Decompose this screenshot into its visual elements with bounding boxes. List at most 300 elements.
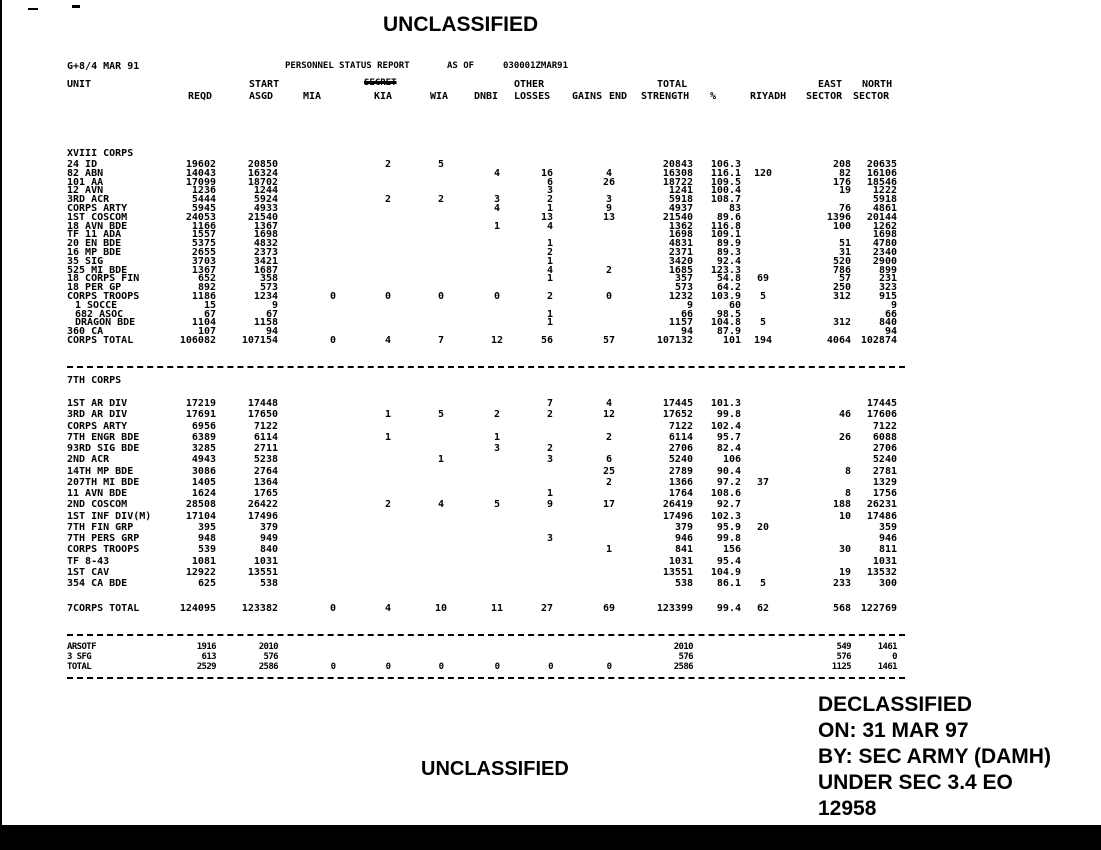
cell-reqd: 3285 xyxy=(191,443,216,454)
cell-north: 6088 xyxy=(872,432,897,443)
cell-east: 233 xyxy=(832,578,851,589)
header-kia: KIA xyxy=(374,91,393,102)
cell-east: 208 xyxy=(832,159,851,170)
cell-reqd: 948 xyxy=(197,533,216,544)
cell-reqd: 107 xyxy=(197,326,216,337)
cell-reqd: 12922 xyxy=(185,567,216,578)
cell-dnbi: 4 xyxy=(493,168,501,179)
cell-other: 7 xyxy=(546,398,553,409)
cell-asgd: 17496 xyxy=(247,511,278,522)
cell-reqd: 1104 xyxy=(191,317,216,328)
cell-reqd: 652 xyxy=(197,273,216,284)
cell-reqd: 17691 xyxy=(185,409,216,420)
header-asgd: ASGD xyxy=(249,91,274,102)
cell-east: 312 xyxy=(832,291,851,302)
cell-east: 26 xyxy=(838,432,851,443)
cell-pct: 97.2 xyxy=(716,477,741,488)
cell-gains: 17 xyxy=(602,499,616,510)
declass-line: UNDER SEC 3.4 EO xyxy=(818,771,1013,794)
cell-pct: 104.9 xyxy=(710,567,741,578)
cell-other: 3 xyxy=(546,185,553,196)
cell-reqd: 24053 xyxy=(185,212,216,223)
cell-north: 20144 xyxy=(866,212,897,223)
cell-other: 1 xyxy=(546,488,553,499)
classification-marking-bottom: UNCLASSIFIED xyxy=(421,758,569,780)
cell-north: 66 xyxy=(884,309,897,320)
cell-gains: 0 xyxy=(606,662,612,672)
cell-asgd: 20850 xyxy=(247,159,278,170)
cell-asgd: 13551 xyxy=(247,567,278,578)
cell-reqd: 6956 xyxy=(191,421,216,432)
cell-total: 107132 xyxy=(656,335,693,346)
cell-north: 1756 xyxy=(872,488,897,499)
header-riyadh: RIYADH xyxy=(750,91,787,102)
cell-pct: 100.4 xyxy=(710,185,741,196)
cell-north: 1031 xyxy=(872,556,897,567)
cell-mia: 0 xyxy=(329,603,337,614)
cell-dnbi: 4 xyxy=(493,203,501,214)
cell-reqd: 28508 xyxy=(185,499,216,510)
cell-north: 16106 xyxy=(866,168,897,179)
cell-other: 1 xyxy=(546,238,553,249)
cell-asgd: 16324 xyxy=(247,168,278,179)
cell-total: 5240 xyxy=(668,454,693,465)
cell-pct: 102.3 xyxy=(710,511,741,522)
header-total: TOTAL xyxy=(657,79,688,90)
cell-north: 102874 xyxy=(860,335,897,346)
cell-gains: 3 xyxy=(605,194,613,205)
cell-pct: 108.6 xyxy=(710,488,741,499)
cell-north: 20635 xyxy=(866,159,897,170)
cell-east: 51 xyxy=(838,238,851,249)
cell-total: 7122 xyxy=(668,421,693,432)
cell-reqd: 19602 xyxy=(185,159,216,170)
cell-north: 323 xyxy=(878,282,897,293)
scan-speck xyxy=(72,5,80,8)
cell-mia: 0 xyxy=(329,335,337,346)
cell-other: 1 xyxy=(546,317,553,328)
cell-unit: 11 AVN BDE xyxy=(67,488,128,499)
cell-north: 1461 xyxy=(877,642,897,652)
cell-asgd: 2764 xyxy=(253,466,278,477)
declass-line: ON: 31 MAR 97 xyxy=(818,719,969,742)
cell-reqd: 14043 xyxy=(185,168,216,179)
cell-unit: 12 AVN xyxy=(67,185,104,196)
cell-reqd: 5444 xyxy=(191,194,216,205)
header-other: OTHER xyxy=(514,79,545,90)
cell-riyadh: 5 xyxy=(759,291,767,302)
cell-reqd: 106082 xyxy=(179,335,216,346)
header-start: START xyxy=(249,79,280,90)
cell-unit: 18 AVN BDE xyxy=(67,221,128,232)
cell-reqd: 5945 xyxy=(191,203,216,214)
cell-total: 123399 xyxy=(656,603,693,614)
cell-pct: 102.4 xyxy=(710,421,741,432)
header-losses: LOSSES xyxy=(514,91,551,102)
cell-unit: 35 SIG xyxy=(67,256,104,267)
cell-total: 17496 xyxy=(662,511,693,522)
cell-asgd: 840 xyxy=(259,544,278,555)
cell-pct: 87.9 xyxy=(716,326,741,337)
cell-asgd: 2010 xyxy=(258,642,278,652)
cell-gains: 6 xyxy=(605,454,613,465)
cell-north: 122769 xyxy=(860,603,897,614)
cell-total: 17652 xyxy=(662,409,693,420)
scan-edge xyxy=(0,0,2,850)
cell-gains: 2 xyxy=(605,432,613,443)
cell-pct: 89.9 xyxy=(716,238,741,249)
cell-east: 576 xyxy=(836,652,851,662)
cell-gains: 69 xyxy=(602,603,616,614)
cell-total: 1685 xyxy=(668,265,693,276)
cell-other: 1 xyxy=(546,309,553,320)
cell-unit: 24 ID xyxy=(67,159,98,170)
cell-unit: 18 PER GP xyxy=(67,282,122,293)
cell-north: 0 xyxy=(892,652,897,662)
cell-unit: CORPS ARTY xyxy=(67,203,128,214)
cell-pct: 116.8 xyxy=(710,221,741,232)
cell-east: 19 xyxy=(838,185,851,196)
cell-north: 1461 xyxy=(877,662,897,672)
cell-east: 57 xyxy=(838,273,851,284)
cell-unit: 16 MP BDE xyxy=(67,247,122,258)
cell-unit: 354 CA BDE xyxy=(67,578,128,589)
header-east: EAST xyxy=(818,79,843,90)
cell-north: 26231 xyxy=(866,499,897,510)
cell-north: 9 xyxy=(890,300,897,311)
cell-asgd: 18702 xyxy=(247,177,278,188)
cell-total: 17445 xyxy=(662,398,693,409)
cell-asgd: 3421 xyxy=(253,256,278,267)
secret-stamp-struck: SECRET xyxy=(364,78,397,88)
cell-other: 2 xyxy=(546,291,553,302)
cell-pct: 103.9 xyxy=(710,291,741,302)
cell-asgd: 21540 xyxy=(247,212,278,223)
cell-riyadh: 5 xyxy=(759,578,767,589)
cell-unit: TOTAL xyxy=(67,662,92,672)
cell-wia: 0 xyxy=(438,662,444,672)
cell-other: 4 xyxy=(546,221,553,232)
cell-reqd: 613 xyxy=(201,652,216,662)
cell-other: 27 xyxy=(540,603,553,614)
cell-unit: 7CORPS TOTAL xyxy=(67,603,140,614)
cell-unit: 7TH PERS GRP xyxy=(67,533,140,544)
cell-asgd: 2711 xyxy=(253,443,278,454)
cell-asgd: 1031 xyxy=(253,556,278,567)
cell-north: 915 xyxy=(878,291,897,302)
cell-asgd: 2586 xyxy=(258,662,278,672)
header-north-sector: SECTOR xyxy=(853,91,890,102)
cell-reqd: 625 xyxy=(197,578,216,589)
cell-unit: CORPS TROOPS xyxy=(67,291,140,302)
cell-reqd: 3086 xyxy=(191,466,216,477)
cell-north: 2900 xyxy=(872,256,897,267)
cell-asgd: 9 xyxy=(271,300,278,311)
cell-gains: 25 xyxy=(602,466,616,477)
cell-asgd: 573 xyxy=(259,282,278,293)
cell-north: 2340 xyxy=(872,247,897,258)
cell-unit: 82 ABN xyxy=(67,168,104,179)
cell-total: 1764 xyxy=(668,488,693,499)
cell-pct: 54.8 xyxy=(716,273,741,284)
cell-unit: CORPS TROOPS xyxy=(67,544,140,555)
cell-gains: 13 xyxy=(602,212,616,223)
cell-reqd: 1557 xyxy=(191,229,216,240)
cell-unit: 7TH FIN GRP xyxy=(67,522,134,533)
cell-pct: 104.8 xyxy=(710,317,741,328)
cell-asgd: 949 xyxy=(259,533,278,544)
cell-dnbi: 1 xyxy=(493,432,501,443)
header-gains: GAINS xyxy=(572,91,603,102)
cell-wia: 0 xyxy=(437,291,445,302)
cell-total: 946 xyxy=(674,533,693,544)
cell-pct: 109.1 xyxy=(710,229,741,240)
cell-unit: 1ST COSCOM xyxy=(67,212,128,223)
cell-asgd: 94 xyxy=(265,326,278,337)
cell-reqd: 1916 xyxy=(196,642,216,652)
cell-unit: ARSOTF xyxy=(67,642,96,652)
cell-gains: 2 xyxy=(605,477,613,488)
cell-pct: 156 xyxy=(722,544,741,555)
cell-unit: CORPS TOTAL xyxy=(67,335,134,346)
cell-east: 8 xyxy=(844,466,851,477)
cell-east: 82 xyxy=(838,168,851,179)
cell-asgd: 1158 xyxy=(253,317,278,328)
cell-other: 9 xyxy=(546,499,553,510)
cell-unit: 525 MI BDE xyxy=(67,265,128,276)
cell-reqd: 17104 xyxy=(185,511,216,522)
cell-pct: 64.2 xyxy=(716,282,741,293)
cell-east: 786 xyxy=(832,265,851,276)
cell-pct: 99.4 xyxy=(716,603,741,614)
cell-reqd: 3703 xyxy=(191,256,216,267)
as-of-dtg: 030001ZMAR91 xyxy=(503,61,569,71)
cell-pct: 92.4 xyxy=(716,256,741,267)
cell-asgd: 2373 xyxy=(253,247,278,258)
header-unit: UNIT xyxy=(67,79,92,90)
cell-north: 17606 xyxy=(866,409,897,420)
cell-east: 8 xyxy=(844,488,851,499)
cell-unit: 3 SFG xyxy=(67,652,92,662)
cell-asgd: 379 xyxy=(259,522,278,533)
cell-wia: 1 xyxy=(437,454,445,465)
cell-east: 19 xyxy=(838,567,851,578)
cell-riyadh: 37 xyxy=(756,477,770,488)
cell-unit: 20 EN BDE xyxy=(67,238,122,249)
cell-gains: 4 xyxy=(605,398,613,409)
cell-other: 56 xyxy=(540,335,553,346)
cell-total: 379 xyxy=(674,522,693,533)
cell-total: 1232 xyxy=(668,291,693,302)
section-divider xyxy=(67,677,905,679)
cell-north: 7122 xyxy=(872,421,897,432)
cell-pct: 99.8 xyxy=(716,533,741,544)
cell-dnbi: 0 xyxy=(493,291,501,302)
cell-mia: 0 xyxy=(330,662,336,672)
cell-total: 1031 xyxy=(668,556,693,567)
cell-north: 18546 xyxy=(866,177,897,188)
scan-black-bar xyxy=(0,825,1101,850)
cell-total: 2010 xyxy=(673,642,693,652)
cell-pct: 89.3 xyxy=(716,247,741,258)
cell-reqd: 395 xyxy=(197,522,216,533)
scan-speck xyxy=(28,8,38,10)
cell-asgd: 1687 xyxy=(253,265,278,276)
cell-asgd: 4832 xyxy=(253,238,278,249)
header-reqd: REQD xyxy=(188,91,213,102)
cell-riyadh: 5 xyxy=(759,317,767,328)
cell-north: 899 xyxy=(878,265,897,276)
cell-pct: 95.4 xyxy=(716,556,741,567)
cell-other: 1 xyxy=(546,256,553,267)
as-of-label: AS OF xyxy=(447,61,475,71)
cell-east: 10 xyxy=(838,511,851,522)
cell-east: 568 xyxy=(832,603,851,614)
cell-north: 2706 xyxy=(872,443,897,454)
cell-reqd: 1405 xyxy=(191,477,216,488)
report-reference: G+8/4 MAR 91 xyxy=(67,61,140,72)
cell-asgd: 17650 xyxy=(247,409,278,420)
cell-kia: 4 xyxy=(384,603,392,614)
cell-asgd: 358 xyxy=(259,273,278,284)
cell-pct: 82.4 xyxy=(716,443,741,454)
cell-gains: 0 xyxy=(605,291,613,302)
cell-total: 576 xyxy=(678,652,693,662)
cell-east: 31 xyxy=(838,247,851,258)
cell-unit: DRAGON BDE xyxy=(75,317,136,328)
cell-pct: 92.7 xyxy=(716,499,741,510)
cell-east: 100 xyxy=(832,221,851,232)
cell-east: 1125 xyxy=(831,662,851,672)
classification-marking-top: UNCLASSIFIED xyxy=(383,13,539,36)
cell-asgd: 6114 xyxy=(253,432,278,443)
cell-unit: 3RD ACR xyxy=(67,194,110,205)
cell-reqd: 539 xyxy=(197,544,216,555)
cell-reqd: 1166 xyxy=(191,221,216,232)
cell-asgd: 1765 xyxy=(253,488,278,499)
cell-unit: 101 AA xyxy=(67,177,104,188)
cell-reqd: 15 xyxy=(203,300,216,311)
cell-total: 4937 xyxy=(668,203,693,214)
cell-dnbi: 2 xyxy=(493,409,501,420)
cell-asgd: 4933 xyxy=(253,203,278,214)
cell-other: 2 xyxy=(546,443,553,454)
cell-wia: 5 xyxy=(437,159,445,170)
cell-unit: 1ST CAV xyxy=(67,567,110,578)
section-divider xyxy=(67,366,905,368)
cell-total: 21540 xyxy=(662,212,693,223)
cell-riyadh: 120 xyxy=(753,168,773,179)
cell-reqd: 4943 xyxy=(191,454,216,465)
cell-kia: 4 xyxy=(384,335,392,346)
cell-asgd: 7122 xyxy=(253,421,278,432)
cell-wia: 10 xyxy=(434,603,448,614)
cell-north: 359 xyxy=(878,522,897,533)
cell-unit: TF 8-43 xyxy=(67,556,110,567)
cell-reqd: 1624 xyxy=(191,488,216,499)
cell-total: 538 xyxy=(674,578,693,589)
cell-other: 1 xyxy=(546,203,553,214)
cell-other: 2 xyxy=(546,194,553,205)
header-end: END xyxy=(609,91,628,102)
cell-dnbi: 3 xyxy=(493,194,501,205)
report-title: PERSONNEL STATUS REPORT xyxy=(285,61,410,71)
cell-gains: 57 xyxy=(602,335,616,346)
cell-pct: 101 xyxy=(722,335,741,346)
cell-kia: 2 xyxy=(384,194,392,205)
cell-north: 231 xyxy=(878,273,897,284)
cell-total: 357 xyxy=(674,273,693,284)
cell-north: 811 xyxy=(878,544,897,555)
cell-gains: 2 xyxy=(605,265,613,276)
cell-unit: 3RD AR DIV xyxy=(67,409,128,420)
cell-unit: 14TH MP BDE xyxy=(67,466,134,477)
cell-other: 2 xyxy=(546,409,553,420)
cell-pct: 60 xyxy=(728,300,741,311)
cell-north: 946 xyxy=(878,533,897,544)
cell-pct: 106.3 xyxy=(710,159,741,170)
cell-total: 573 xyxy=(674,282,693,293)
cell-north: 1262 xyxy=(872,221,897,232)
cell-unit: 2ND ACR xyxy=(67,454,110,465)
cell-pct: 108.7 xyxy=(710,194,741,205)
cell-wia: 2 xyxy=(437,194,445,205)
cell-asgd: 538 xyxy=(259,578,278,589)
cell-total: 841 xyxy=(674,544,693,555)
cell-east: 1396 xyxy=(826,212,851,223)
section-title: 7TH CORPS xyxy=(67,375,122,386)
cell-pct: 116.1 xyxy=(710,168,741,179)
cell-total: 2789 xyxy=(668,466,693,477)
cell-reqd: 5375 xyxy=(191,238,216,249)
cell-unit: 1ST AR DIV xyxy=(67,398,128,409)
cell-asgd: 1364 xyxy=(253,477,278,488)
cell-total: 2706 xyxy=(668,443,693,454)
cell-unit: TF 11 ADA xyxy=(67,229,122,240)
cell-asgd: 26422 xyxy=(247,499,278,510)
cell-asgd: 1234 xyxy=(253,291,278,302)
cell-asgd: 107154 xyxy=(241,335,278,346)
cell-reqd: 1186 xyxy=(191,291,216,302)
cell-reqd: 6389 xyxy=(191,432,216,443)
cell-gains: 4 xyxy=(605,168,613,179)
cell-other: 2 xyxy=(546,247,553,258)
section-divider xyxy=(67,634,905,636)
cell-riyadh: 62 xyxy=(756,603,770,614)
cell-total: 6114 xyxy=(668,432,693,443)
cell-total: 26419 xyxy=(662,499,693,510)
cell-north: 1222 xyxy=(872,185,897,196)
cell-unit: 1ST INF DIV(M) xyxy=(67,511,152,522)
cell-east: 46 xyxy=(838,409,851,420)
cell-total: 1241 xyxy=(668,185,693,196)
cell-asgd: 1698 xyxy=(253,229,278,240)
header-wia: WIA xyxy=(430,91,449,102)
cell-north: 17486 xyxy=(866,511,897,522)
cell-unit: 207TH MI BDE xyxy=(67,477,140,488)
cell-total: 1698 xyxy=(668,229,693,240)
cell-asgd: 5924 xyxy=(253,194,278,205)
cell-pct: 99.8 xyxy=(716,409,741,420)
cell-wia: 4 xyxy=(437,499,445,510)
cell-dnbi: 11 xyxy=(490,603,504,614)
declassification-block xyxy=(818,692,1051,822)
cell-unit: CORPS ARTY xyxy=(67,421,128,432)
cell-unit: 682 ASOC xyxy=(75,309,124,320)
cell-kia: 1 xyxy=(384,409,392,420)
cell-riyadh: 69 xyxy=(756,273,770,284)
cell-north: 13532 xyxy=(866,567,897,578)
